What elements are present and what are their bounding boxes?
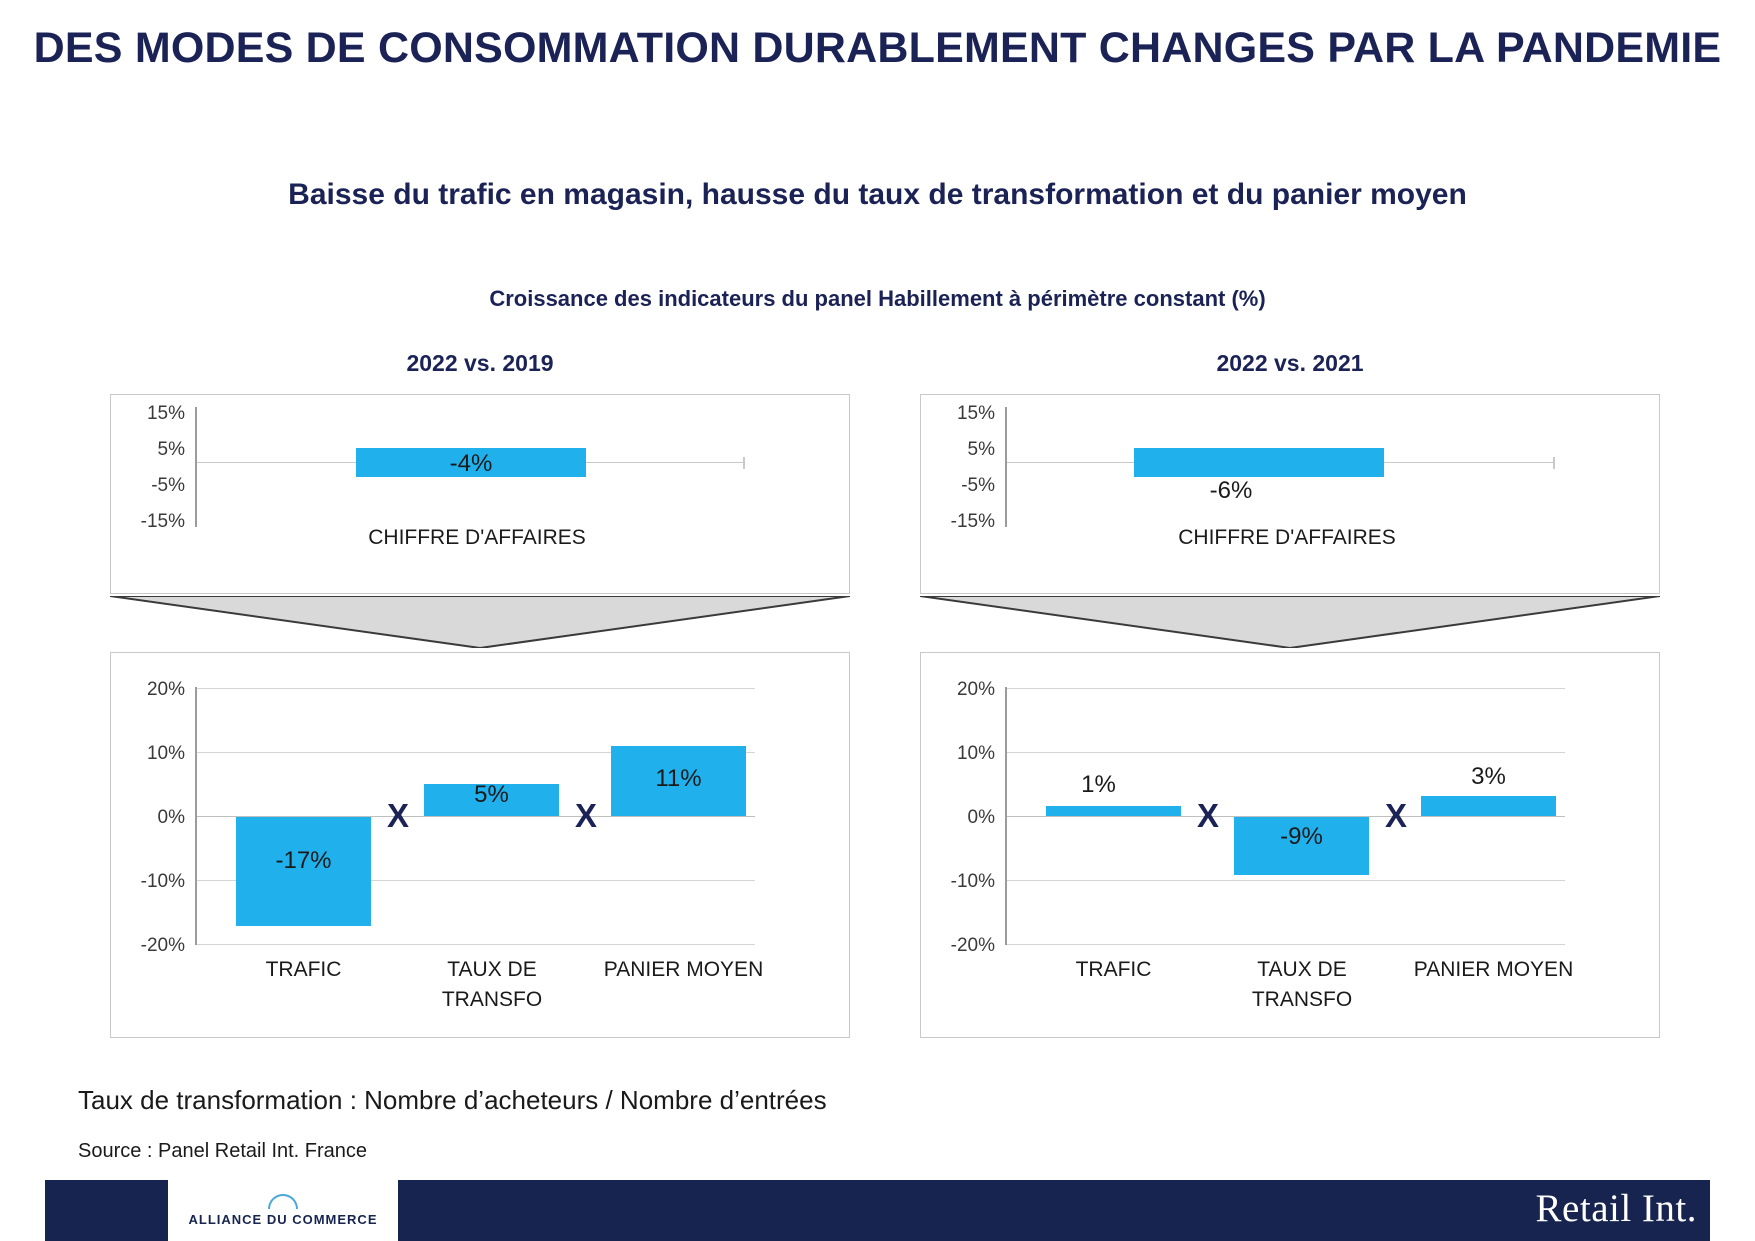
y-tick: 0% xyxy=(157,807,185,828)
category-label: CHIFFRE D'AFFAIRES xyxy=(1178,526,1396,549)
y-tick: -15% xyxy=(950,511,995,532)
axis-end-tick xyxy=(1553,457,1555,469)
gridline xyxy=(1007,880,1565,881)
category-label-panier-moyen: PANIER MOYEN xyxy=(603,958,764,981)
operator-multiply-1: X xyxy=(1196,797,1219,834)
chart-ca-2022-2021 xyxy=(920,394,1660,594)
y-tick: 15% xyxy=(956,403,995,424)
operator-multiply-2: X xyxy=(574,797,597,834)
category-label-trafic: TRAFIC xyxy=(265,958,342,981)
page-subtitle: Baisse du trafic en magasin, hausse du taux de transformation et du panier moyen xyxy=(288,178,1467,211)
y-tick: 20% xyxy=(956,679,995,700)
bar-value-label: 5% xyxy=(474,781,509,808)
chart-indicateurs-2022-2019 xyxy=(110,652,850,1038)
y-tick: 10% xyxy=(956,743,995,764)
y-tick: -10% xyxy=(140,871,185,892)
axis-end-tick xyxy=(743,457,745,469)
funnel-left xyxy=(110,596,850,648)
source-note: Source : Panel Retail Int. France xyxy=(78,1140,368,1162)
bar-panier-moyen xyxy=(1421,796,1556,816)
column-title-right: 2022 vs. 2021 xyxy=(1216,350,1364,376)
y-tick: 5% xyxy=(967,439,995,460)
logo-label: ALLIANCE DU COMMERCE xyxy=(188,1212,378,1227)
bar-value-label: 11% xyxy=(655,765,702,792)
y-tick: 20% xyxy=(146,679,185,700)
y-tick: 15% xyxy=(146,403,185,424)
bar-chiffre-affaires xyxy=(1134,448,1384,477)
page-title: DES MODES DE CONSOMMATION DURABLEMENT CHANGES PAR LA PANDEMIE xyxy=(33,24,1722,72)
y-tick: 10% xyxy=(146,743,185,764)
alliance-du-commerce-logo xyxy=(168,1180,398,1241)
operator-multiply-1: X xyxy=(386,797,409,834)
category-label-taux-de-transfo: TAUX DE TRANSFO xyxy=(441,958,543,1012)
bar-value-label: -4% xyxy=(449,450,493,477)
bar-value-label: 1% xyxy=(1081,771,1116,798)
gridline xyxy=(1007,944,1565,945)
gridline xyxy=(197,688,755,689)
bar-value-label: -6% xyxy=(1209,477,1253,504)
y-axis xyxy=(1005,407,1007,527)
y-axis xyxy=(195,407,197,527)
operator-multiply-2: X xyxy=(1384,797,1407,834)
category-label-panier-moyen: PANIER MOYEN xyxy=(1413,958,1574,981)
y-tick: -20% xyxy=(140,935,185,956)
category-label: CHIFFRE D'AFFAIRES xyxy=(368,526,586,549)
y-tick: -10% xyxy=(950,871,995,892)
chart-ca-2022-2019 xyxy=(110,394,850,594)
category-label-trafic: TRAFIC xyxy=(1075,958,1152,981)
y-tick: -5% xyxy=(151,475,185,496)
category-label-taux-de-transfo: TAUX DE TRANSFO xyxy=(1251,958,1353,1012)
brand-logo: Retail Int. xyxy=(1535,1187,1697,1230)
bar-value-label: -17% xyxy=(275,847,332,874)
gridline xyxy=(197,944,755,945)
panel-caption: Croissance des indicateurs du panel Habillement à périmètre constant (%) xyxy=(489,286,1266,311)
y-tick: -5% xyxy=(961,475,995,496)
gridline xyxy=(1007,688,1565,689)
gridline xyxy=(1007,752,1565,753)
bar-value-label: 3% xyxy=(1471,763,1506,790)
definition-note: Taux de transformation : Nombre d’acheteurs / Nombre d’entrées xyxy=(78,1085,827,1115)
y-tick: -15% xyxy=(140,511,185,532)
y-tick: 5% xyxy=(157,439,185,460)
y-tick: -20% xyxy=(950,935,995,956)
chart-indicateurs-2022-2021 xyxy=(920,652,1660,1038)
y-tick: 0% xyxy=(967,807,995,828)
column-title-left: 2022 vs. 2019 xyxy=(406,350,554,376)
funnel-right xyxy=(920,596,1660,648)
bar-trafic xyxy=(1046,806,1181,816)
arc-icon xyxy=(268,1194,298,1209)
bar-value-label: -9% xyxy=(1280,823,1323,850)
